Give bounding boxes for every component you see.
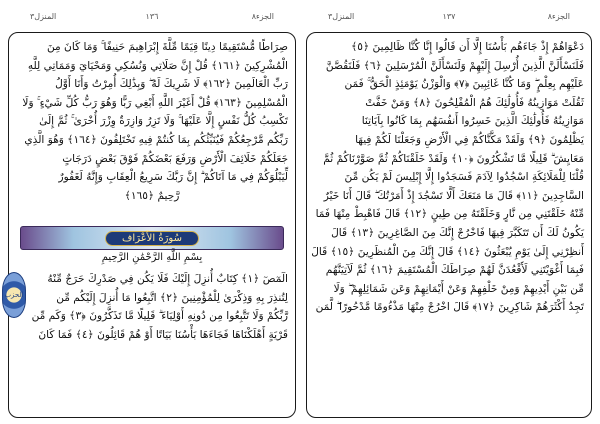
text-line: تَكْسِبُ كُلُّ نَفْسٍ إِلَّا عَلَيْهَا ۚ وَلَا تَزِرُ وَازِرَةٌ وِزْرَ أُخْرَىٰ ۚ ثُمَّ إِلَىٰ [39, 115, 288, 128]
text-line: فَبِمَا أَغْوَيْتَنِي لَأَقْعُدَنَّ لَهُمْ صِرَاطَكَ الْمُسْتَقِيمَ ﴿١٦﴾ ثُمَّ لَآتِيَنَّهُم [325, 264, 584, 277]
text-block-top [16, 38, 288, 205]
header-juz: الجزء٨ [251, 12, 274, 21]
text-block-bottom [16, 270, 288, 344]
text-line: مَوَازِينُهُ فَأُولَٰئِكَ الَّذِينَ خَسِرُوا أَنفُسَهُم بِمَا كَانُوا بِآيَاتِنَا [361, 115, 584, 128]
surah-title: سُورَةُ الأَعْرَاف [105, 231, 199, 246]
text-line: رَّبِّكُمْ وَلَا تَتَّبِعُوا مِن دُونِهِ أَوْلِيَاءَ ۗ قَلِيلًا مَّا تَذَكَّرُونَ ﴿٣﴾ وَكَم مِّن [31, 310, 288, 323]
text-block [311, 38, 584, 317]
text-line: تَجِدُ أَكْثَرَهُمْ شَاكِرِينَ ﴿١٧﴾ قَالَ اخْرُجْ مِنْهَا مَذْءُومًا مَّدْحُورًا ۖ لَّمَن [315, 301, 584, 314]
page-number: ١٣٧ [442, 12, 456, 21]
text-line: لِتُنذِرَ بِهِ وَذِكْرَىٰ لِلْمُؤْمِنِينَ ﴿٢﴾ اتَّبِعُوا مَا أُنزِلَ إِلَيْكُم مِّن [56, 291, 288, 304]
hizb-marker-icon [2, 272, 26, 318]
page-header [8, 6, 296, 28]
text-line: جَعَلَكُمْ خَلَائِفَ الْأَرْضِ وَرَفَعَ بَعْضَكُمْ فَوْقَ بَعْضٍ دَرَجَاتٍ [62, 152, 288, 165]
text-line: ثَقُلَتْ مَوَازِينُهُ فَأُولَٰئِكَ هُمُ الْمُفْلِحُونَ ﴿٨﴾ وَمَنْ خَفَّتْ [365, 96, 584, 109]
text-line: مِّنْهُ خَلَقْتَنِي مِن نَّارٍ وَخَلَقْتَهُ مِن طِينٍ ﴿١٢﴾ قَالَ فَاهْبِطْ مِنْهَا فَمَا [315, 208, 584, 221]
text-line: عَلَيْهِم بِعِلْمٍ ۖ وَمَا كُنَّا غَائِبِينَ ﴿٧﴾ وَالْوَزْنُ يَوْمَئِذٍ الْحَقُّ ۚ فَمَن [344, 78, 584, 91]
text-line: فَلَنَسْأَلَنَّ الَّذِينَ أُرْسِلَ إِلَيْهِمْ وَلَنَسْأَلَنَّ الْمُرْسَلِينَ ﴿٦﴾ فَلَنَقُصَّنَّ [325, 59, 584, 72]
text-line: مِّن بَيْنِ أَيْدِيهِمْ وَمِنْ خَلْفِهِمْ وَعَنْ أَيْمَانِهِمْ وَعَن شَمَائِلِهِمْ ۖ وَلَا [333, 282, 584, 295]
text-line: مَعَايِشَ ۗ قَلِيلًا مَّا تَشْكُرُونَ ﴿١٠﴾ وَلَقَدْ خَلَقْنَاكُمْ ثُمَّ صَوَّرْنَاكُمْ ثُمَّ [323, 152, 584, 165]
page-number: ١٣٦ [145, 12, 159, 21]
text-line: يَظْلِمُونَ ﴿٩﴾ وَلَقَدْ مَكَّنَّاكُمْ فِي الْأَرْضِ وَجَعَلْنَا لَكُمْ فِيهَا [355, 133, 584, 146]
left-page [4, 6, 296, 418]
text-line: الْمُسْلِمِينَ ﴿١٦٣﴾ قُلْ أَغَيْرَ اللَّهِ أَبْغِي رَبًّا وَهُوَ رَبُّ كُلِّ شَيْءٍ ۚ وَلَا [22, 96, 288, 109]
header-juz: الجزء٨ [547, 12, 570, 21]
text-line: صِرَاطًا مُّسْتَقِيمًا دِينًا قِيَمًا مِّلَّةَ إِبْرَاهِيمَ حَنِيفًا ۚ وَمَا كَانَ مِنَ [46, 41, 288, 53]
text-line: قُلْنَا لِلْمَلَائِكَةِ اسْجُدُوا لِآدَمَ فَسَجَدُوا إِلَّا إِبْلِيسَ لَمْ يَكُن مِّنَ [344, 171, 584, 184]
header-manzil: المنزل٣ [328, 12, 355, 21]
text-line: رَبِّ الْعَالَمِينَ ﴿١٦٢﴾ لَا شَرِيكَ لَهُ ۖ وَبِذَٰلِكَ أُمِرْتُ وَأَنَا أَوَّلُ [55, 78, 288, 91]
text-line: لِّيَبْلُوَكُمْ فِي مَا آتَاكُمْ ۗ إِنَّ رَبَّكَ سَرِيعُ الْعِقَابِ وَإِنَّهُ لَغَفُورٌ [58, 171, 288, 184]
hizb-marker-label: الحزب [4, 291, 24, 299]
text-line: رَّحِيمٌ ﴿١٦٥﴾ [124, 189, 180, 202]
text-line: يَكُونُ لَكَ أَن تَتَكَبَّرَ فِيهَا فَاخْرُجْ إِنَّكَ مِنَ الصَّاغِرِينَ ﴿١٣﴾ قَالَ [331, 226, 584, 239]
basmala: بِسْمِ اللَّهِ الرَّحْمَٰنِ الرَّحِيمِ [101, 252, 203, 263]
text-line: الٓمٓصٓ ﴿١﴾ كِتَابٌ أُنزِلَ إِلَيْكَ فَلَا يَكُن فِي صَدْرِكَ حَرَجٌ مِّنْهُ [47, 273, 288, 285]
right-page [306, 6, 592, 418]
header-manzil: المنزل٣ [30, 12, 57, 21]
page-header [306, 6, 592, 28]
text-line: رَبِّكُم مَّرْجِعُكُمْ فَيُنَبِّئُكُم بِمَا كُنتُمْ فِيهِ تَخْتَلِفُونَ ﴿١٦٤﴾ وَهُوَ الَّذِي [24, 133, 288, 146]
text-line: قَرْيَةٍ أَهْلَكْنَاهَا فَجَاءَهَا بَأْسُنَا بَيَاتًا أَوْ هُمْ قَائِلُونَ ﴿٤﴾ فَمَا كَانَ [38, 328, 288, 341]
surah-title-banner [20, 226, 284, 250]
text-line: دَعْوَاهُمْ إِذْ جَاءَهُم بَأْسُنَا إِلَّا أَن قَالُوا إِنَّا كُنَّا ظَالِمِينَ ﴿٥﴾ [351, 41, 584, 53]
text-line: الْمُشْرِكِينَ ﴿١٦١﴾ قُلْ إِنَّ صَلَاتِي وَنُسُكِي وَمَحْيَايَ وَمَمَاتِي لِلَّهِ [27, 59, 288, 72]
text-line: السَّاجِدِينَ ﴿١١﴾ قَالَ مَا مَنَعَكَ أَلَّا تَسْجُدَ إِذْ أَمَرْتُكَ ۖ قَالَ أَنَا خَيْرٌ [323, 189, 584, 202]
text-line: أَنظِرْنِي إِلَىٰ يَوْمِ يُبْعَثُونَ ﴿١٤﴾ قَالَ إِنَّكَ مِنَ الْمُنظَرِينَ ﴿١٥﴾ قَالَ [311, 245, 584, 258]
